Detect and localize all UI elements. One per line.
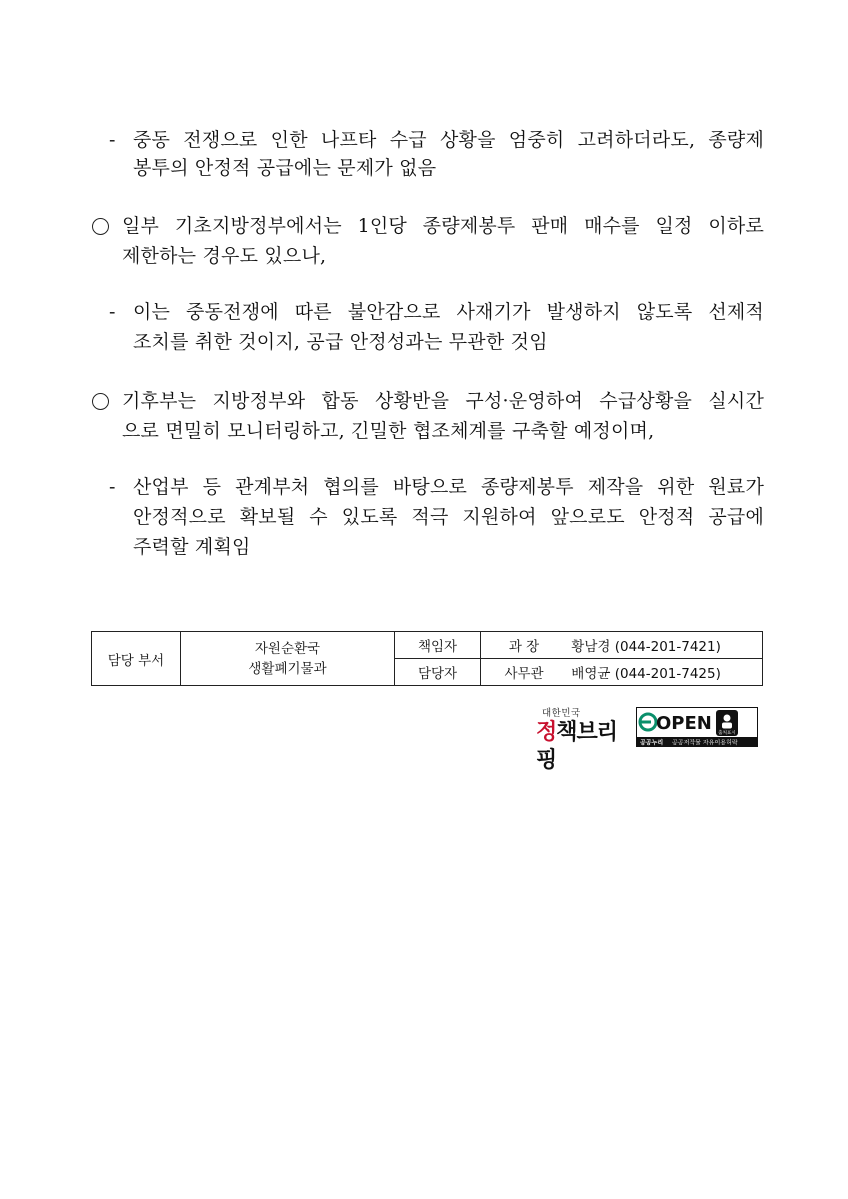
open-word: OPEN xyxy=(656,713,712,734)
footer-logos xyxy=(536,707,760,773)
open-badge-text: 출처표시 xyxy=(718,731,736,736)
contact-person-cell xyxy=(481,632,763,659)
circle-bullet-icon xyxy=(92,218,109,235)
circle-bullet-icon xyxy=(92,393,109,410)
body-text-line: 조치를 취한 것이지, 공급 안정성과는 무관한 것임 xyxy=(133,331,548,353)
dept-header-cell: 담당 부서 xyxy=(92,632,181,686)
body-text-line: 기후부는 지방정부와 합동 상황반을 구성·운영하여 수급상황을 실시간 xyxy=(122,390,764,412)
open-caption-b: 공공저작물 자유이용허락 xyxy=(672,739,738,747)
body-text-line: 으로 면밀히 모니터링하고, 긴밀한 협조체계를 구축할 예정이며, xyxy=(122,420,655,442)
body-text-line: 봉투의 안정적 공급에는 문제가 없음 xyxy=(133,157,437,179)
body-text-line: 제한하는 경우도 있으나, xyxy=(122,245,327,267)
policy-briefing-logo xyxy=(536,707,632,773)
kogl-open-license-logo xyxy=(636,707,758,747)
dash-bullet: - xyxy=(109,476,116,498)
body-text-line: 중동 전쟁으로 인한 나프타 수급 상황을 엄중히 고려하더라도, 종량제 xyxy=(133,129,764,151)
dash-bullet: - xyxy=(109,301,116,323)
contact-title-cell: 책임자 xyxy=(395,632,481,659)
body-text-line: 이는 중동전쟁에 따른 불안감으로 사재기가 발생하지 않도록 선제적 xyxy=(133,301,764,323)
body-text-line: 일부 기초지방정부에서는 1인당 종량제봉투 판매 매수를 일정 이하로 xyxy=(122,215,764,237)
logo-small-text: 대한민국 xyxy=(542,708,581,719)
contact-person-cell xyxy=(481,659,763,686)
contact-role: 과 장 xyxy=(508,639,540,655)
body-text-line: 안정적으로 확보될 수 있도록 적극 지원하여 앞으로도 안정적 공급에 xyxy=(133,506,764,528)
dept-line: 생활폐기물과 xyxy=(248,660,327,677)
contact-name-phone: 황남경 (044-201-7421) xyxy=(571,639,721,655)
open-caption-a: 공공누리 xyxy=(640,739,664,747)
dept-line: 자원순환국 xyxy=(254,640,321,657)
contact-table xyxy=(91,631,763,686)
dash-bullet: - xyxy=(109,129,116,151)
dept-name-cell xyxy=(181,632,395,686)
contact-name-phone: 배영균 (044-201-7425) xyxy=(571,666,721,682)
body-text-line: 산업부 등 관계부처 협의를 바탕으로 종량제봉투 제작을 위한 원료가 xyxy=(133,476,764,498)
contact-role: 사무관 xyxy=(504,666,544,682)
body-text-line: 주력할 계획임 xyxy=(133,536,251,558)
logo-title: 정책브리핑 xyxy=(536,720,618,773)
contact-title-cell: 담당자 xyxy=(395,659,481,686)
